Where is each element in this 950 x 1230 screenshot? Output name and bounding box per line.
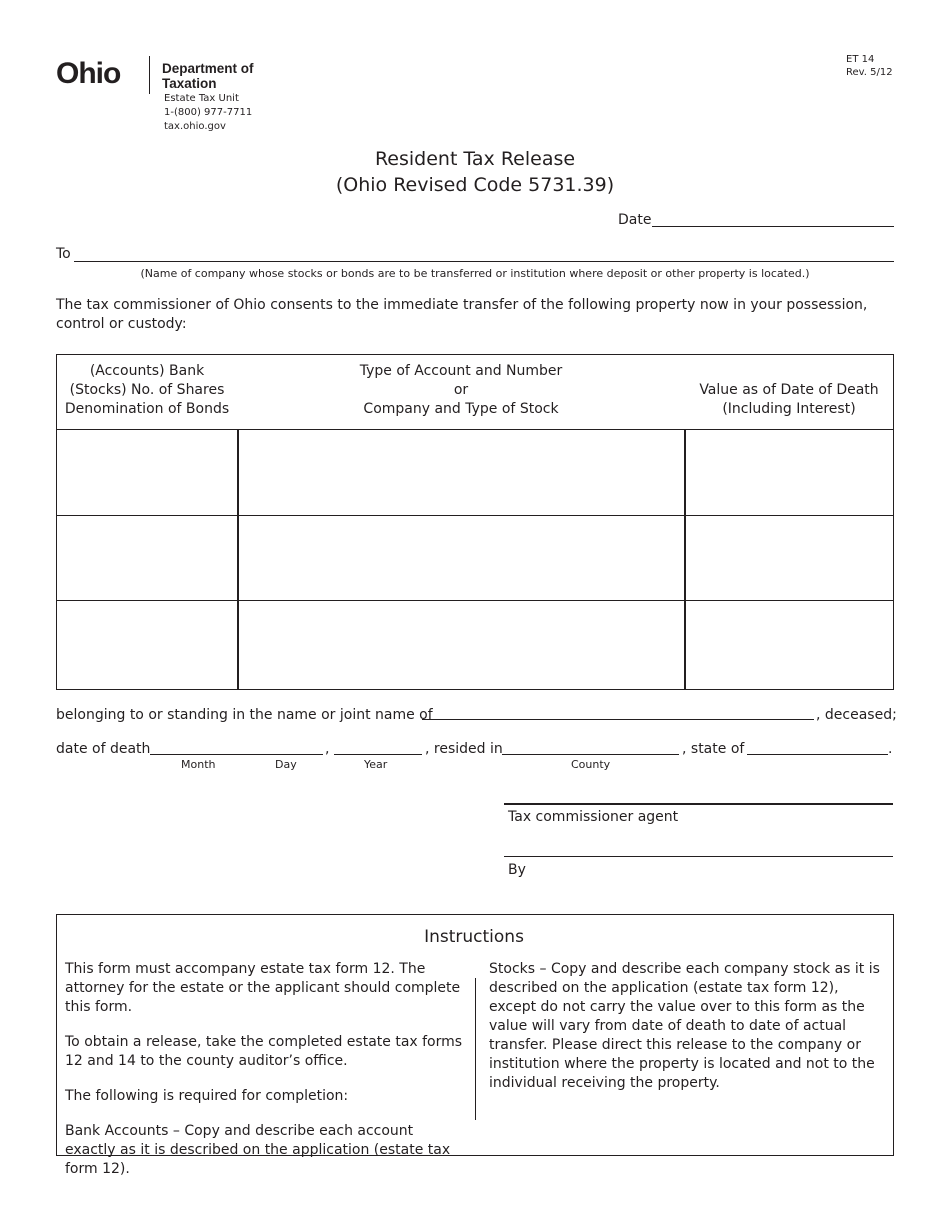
table-cell-r1-c1[interactable] xyxy=(58,431,236,514)
contact-info xyxy=(164,92,252,134)
logo-divider xyxy=(149,56,150,94)
death-month-day-field[interactable] xyxy=(150,754,323,755)
instructions-right xyxy=(489,960,887,1109)
table-cell-r1-c3[interactable] xyxy=(687,431,891,514)
page-title xyxy=(0,146,950,198)
form-number: ET 14 xyxy=(846,54,875,65)
date-label: Date xyxy=(618,212,652,228)
instruction-paragraph-3: The following is required for completion: xyxy=(65,1088,349,1104)
to-caption: (Name of company whose stocks or bonds are to be transferred or institution where deposit or other property is located.) xyxy=(140,267,810,280)
table-row-divider-1 xyxy=(57,515,893,516)
to-label: To xyxy=(56,246,71,262)
instruction-paragraph-1: This form must accompany estate tax form 12. The attorney for the estate or the applicant should complete this form. xyxy=(65,961,461,1015)
agent-label: Tax commissioner agent xyxy=(508,809,679,825)
resided-label: , resided in xyxy=(425,741,503,757)
form-id xyxy=(846,53,893,79)
table-row-divider-2 xyxy=(57,600,893,601)
title-line-1: Resident Tax Release xyxy=(374,148,576,170)
county-field[interactable] xyxy=(502,754,679,755)
state-field[interactable] xyxy=(747,754,888,755)
table-cell-r2-c3[interactable] xyxy=(687,517,891,599)
estate-tax-unit: Estate Tax Unit xyxy=(164,93,239,104)
table-cell-r3-c1[interactable] xyxy=(58,602,236,687)
month-caption: Month xyxy=(181,758,216,771)
instruction-paragraph-2: To obtain a release, take the completed estate tax forms 12 and 14 to the county auditor’s office. xyxy=(65,1034,463,1069)
col2-line-2: or xyxy=(453,382,469,398)
by-label: By xyxy=(508,862,526,878)
col1-line-3: Denomination of Bonds xyxy=(64,401,230,417)
table-col-divider-2 xyxy=(684,430,686,689)
table-cell-r2-c2[interactable] xyxy=(240,517,683,599)
col3-line-1: Value as of Date of Death xyxy=(699,382,879,398)
table-cell-r3-c2[interactable] xyxy=(240,602,683,687)
column-header-type xyxy=(238,362,684,419)
deceased-suffix: , deceased; xyxy=(816,707,897,723)
col3-line-2: (Including Interest) xyxy=(722,401,856,417)
column-header-value xyxy=(686,381,892,419)
belonging-label: belonging to or standing in the name or joint name of xyxy=(56,707,433,723)
website: tax.ohio.gov xyxy=(164,121,226,132)
instructions-left xyxy=(65,960,465,1195)
county-caption: County xyxy=(571,758,611,771)
day-caption: Day xyxy=(275,758,297,771)
consent-text: The tax commissioner of Ohio consents to the immediate transfer of the following property now in your possession, control or custody: xyxy=(56,297,868,332)
table-cell-r1-c2[interactable] xyxy=(240,431,683,514)
to-field[interactable] xyxy=(74,261,894,262)
col1-line-1: (Accounts) Bank xyxy=(89,363,205,379)
period: . xyxy=(888,741,893,757)
title-line-2: (Ohio Revised Code 5731.39) xyxy=(335,174,615,196)
death-year-field[interactable] xyxy=(334,754,422,755)
department-line-1: Department of xyxy=(162,61,254,76)
table-cell-r3-c3[interactable] xyxy=(687,602,891,687)
column-header-bank xyxy=(57,362,237,419)
instruction-paragraph-4: Bank Accounts – Copy and describe each account exactly as it is described on the application (estate tax form 12). xyxy=(65,1123,451,1177)
table-col-divider-1 xyxy=(237,430,239,689)
date-field[interactable] xyxy=(652,226,894,227)
instructions-divider xyxy=(475,978,476,1120)
col1-line-2: (Stocks) No. of Shares xyxy=(69,382,225,398)
col2-line-3: Company and Type of Stock xyxy=(363,401,559,417)
department-name xyxy=(162,61,254,91)
comma-1: , xyxy=(325,741,330,757)
department-line-2: Taxation xyxy=(162,76,217,91)
table-header-divider xyxy=(57,429,893,430)
form-revision: Rev. 5/12 xyxy=(846,67,893,78)
state-label: , state of xyxy=(682,741,745,757)
deceased-name-field[interactable] xyxy=(422,719,814,720)
ohio-logo xyxy=(56,57,120,91)
year-caption: Year xyxy=(364,758,388,771)
ohio-logo-text: Ohio xyxy=(56,57,121,90)
table-cell-r2-c1[interactable] xyxy=(58,517,236,599)
instructions-title: Instructions xyxy=(424,927,524,947)
agent-signature-field[interactable] xyxy=(504,803,893,805)
by-signature-field[interactable] xyxy=(504,856,893,857)
phone-number: 1-(800) 977-7711 xyxy=(164,107,253,118)
date-of-death-label: date of death xyxy=(56,741,151,757)
col2-line-1: Type of Account and Number xyxy=(359,363,563,379)
instruction-stocks: Stocks – Copy and describe each company stock as it is described on the application (estate tax form 12), except do not carry the value over to this form as the value will vary from date of death to date of actual transfer. Please direct this release to the company or institution where the property is located and not to the individual receiving the property. xyxy=(489,961,880,1091)
